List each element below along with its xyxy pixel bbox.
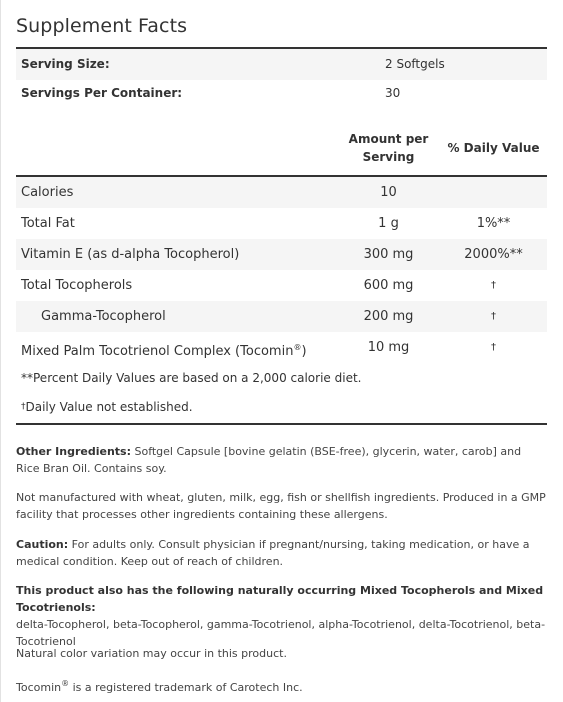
serving-size-label: Serving Size:: [21, 57, 110, 71]
serving-size-row: [16, 49, 547, 80]
nutrient-name: Gamma-Tocopherol: [41, 309, 166, 324]
nutrient-daily-value: †: [491, 311, 496, 322]
daily-value-header: % Daily Value: [447, 141, 540, 155]
percent-dv-footnote: **Percent Daily Values are based on a 2,000 calorie diet.: [21, 371, 362, 385]
dagger-footnote: [21, 400, 193, 414]
nutrient-name: Calories: [21, 185, 74, 200]
nutrient-amount: 10 mg: [367, 340, 410, 355]
amount-header-line2: Serving: [362, 150, 415, 164]
trademark-note: [16, 675, 546, 696]
mixed-tocopherols-text: delta-Tocopherol, beta-Tocopherol, gamma-Tocotrienol, alpha-Tocotrienol, delta-Tocotrienol, beta-Tocotrienol: [16, 618, 546, 648]
dagger-symbol: †: [21, 402, 26, 412]
nutrient-name: Vitamin E (as d-alpha Tocopherol): [21, 247, 240, 262]
nutrient-amount: 1 g: [378, 216, 399, 231]
other-ingredients: [16, 443, 546, 477]
left-border: [0, 0, 1, 702]
color-variation-note: Natural color variation may occur in this product.: [16, 647, 287, 660]
nutrient-amount: 10: [380, 185, 397, 200]
serving-size-value: 2 Softgels: [385, 57, 445, 71]
nutrient-daily-value: 2000%**: [464, 247, 523, 262]
nutrient-daily-value: [446, 177, 541, 208]
servings-per-container-label: Servings Per Container:: [21, 86, 183, 100]
nutrient-daily-value: †: [491, 342, 496, 353]
servings-per-container-value: 30: [385, 86, 401, 100]
dagger-text: Daily Value not established.: [25, 400, 193, 414]
registered-mark: ®: [61, 679, 70, 688]
nutrient-row: [16, 208, 547, 239]
nutrient-name: Total Tocopherols: [21, 278, 133, 293]
nutrient-amount: 200 mg: [363, 309, 414, 324]
trademark-name: Tocomin: [16, 681, 62, 694]
nutrient-name-close: ): [301, 344, 307, 359]
caution-note: [16, 536, 546, 570]
table-bottom-rule: [16, 423, 547, 425]
other-ingredients-text: Softgel Capsule [bovine gelatin (BSE-free), glycerin, water, carob] and Rice Bran Oil. Contains soy.: [16, 445, 522, 475]
other-ingredients-label: Other Ingredients:: [16, 445, 131, 458]
nutrient-name: Total Fat: [21, 216, 75, 231]
nutrient-row: [16, 332, 547, 363]
caution-text: For adults only. Consult physician if pregnant/nursing, taking medication, or have a medical condition. Keep out of reach of children.: [16, 538, 530, 568]
nutrient-name-text: Mixed Palm Tocotrienol Complex (Tocomin: [21, 344, 294, 359]
nutrient-name: [21, 332, 307, 363]
amount-header-line1: Amount per: [348, 132, 429, 146]
caution-label: Caution:: [16, 538, 69, 551]
nutrient-row: [16, 270, 547, 301]
nutrient-row: [16, 301, 547, 332]
nutrient-row: [16, 177, 547, 208]
nutrient-daily-value: 1%**: [476, 216, 511, 231]
trademark-text: is a registered trademark of Carotech Inc.: [69, 681, 303, 694]
mixed-tocopherols-label: This product also has the following naturally occurring Mixed Tocopherols and Mixed Tocotrienols:: [16, 584, 544, 614]
nutrient-daily-value: †: [491, 280, 496, 291]
servings-per-container-row: [16, 78, 547, 109]
nutrient-amount: 600 mg: [363, 278, 414, 293]
nutrient-row: [16, 239, 547, 270]
mixed-tocopherols-note: [16, 582, 546, 650]
nutrient-amount: 300 mg: [363, 247, 414, 262]
amount-per-serving-header: [336, 130, 441, 166]
page-title: Supplement Facts: [16, 15, 188, 37]
registered-mark: ®: [293, 343, 302, 352]
manufacturing-note: Not manufactured with wheat, gluten, milk, egg, fish or shellfish ingredients. Produced in a GMP facility that processes other ingredients containing these allergens.: [16, 491, 546, 521]
